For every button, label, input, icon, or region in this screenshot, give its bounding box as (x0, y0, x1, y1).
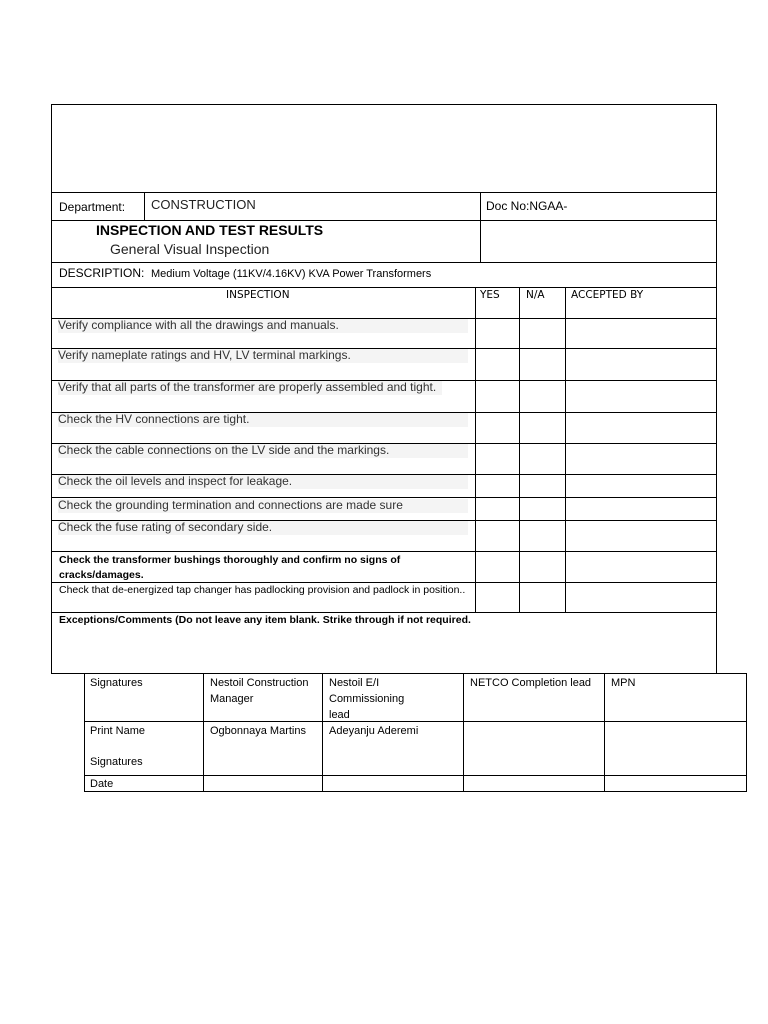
description-value: Medium Voltage (11KV/4.16KV) KVA Power Transformers (151, 268, 432, 280)
print-name-label: Print Name (90, 725, 146, 737)
mpn-header: MPN (611, 677, 636, 689)
commissioning-lead-header: Nestoil E/I Commissioning lead (329, 677, 405, 721)
signatures-table (84, 673, 747, 792)
inspection-item: Check that de-energized tap changer has padlocking provision and padlock in position.. (59, 584, 466, 596)
inspection-item: Check the oil levels and inspect for leakage. (58, 475, 468, 489)
description-label: DESCRIPTION: (59, 266, 145, 280)
completion-lead-header: NETCO Completion lead (470, 677, 592, 689)
col-na-header: N/A (526, 289, 545, 301)
print-name-value: Adeyanju Aderemi (329, 725, 419, 737)
signatures-header: Signatures (90, 677, 143, 689)
inspection-item: Verify compliance with all the drawings and manuals. (58, 319, 468, 333)
comments-label: Exceptions/Comments (Do not leave any item blank. Strike through if not required. (59, 614, 471, 626)
inspection-item: Check the HV connections are tight. (58, 413, 468, 427)
doc-number: Doc No:NGAA- (486, 199, 568, 213)
col-yes-header: YES (480, 289, 500, 301)
inspection-item: Check the fuse rating of secondary side. (58, 521, 468, 535)
col-inspection-header: INSPECTION (226, 289, 290, 301)
page-subtitle: General Visual Inspection (110, 241, 270, 257)
col-accepted-by-header: ACCEPTED BY (571, 289, 644, 301)
inspection-form (51, 104, 717, 674)
department-label: Department: (59, 200, 126, 214)
department-value: CONSTRUCTION (151, 197, 256, 212)
construction-manager-header: Nestoil Construction Manager (210, 677, 309, 705)
inspection-item: Verify nameplate ratings and HV, LV terminal markings. (58, 349, 468, 363)
signatures-row-label: Signatures (90, 756, 143, 768)
print-name-value: Ogbonnaya Martins (210, 725, 306, 737)
inspection-item: Verify that all parts of the transformer are properly assembled and tight. (58, 381, 442, 395)
page-title: INSPECTION AND TEST RESULTS (96, 222, 324, 238)
date-label: Date (90, 778, 114, 790)
inspection-item: Check the cable connections on the LV side and the markings. (58, 444, 468, 458)
inspection-item: Check the transformer bushings thoroughly and confirm no signs of cracks/damages. (59, 554, 401, 581)
inspection-item: Check the grounding termination and connections are made sure (58, 499, 468, 513)
